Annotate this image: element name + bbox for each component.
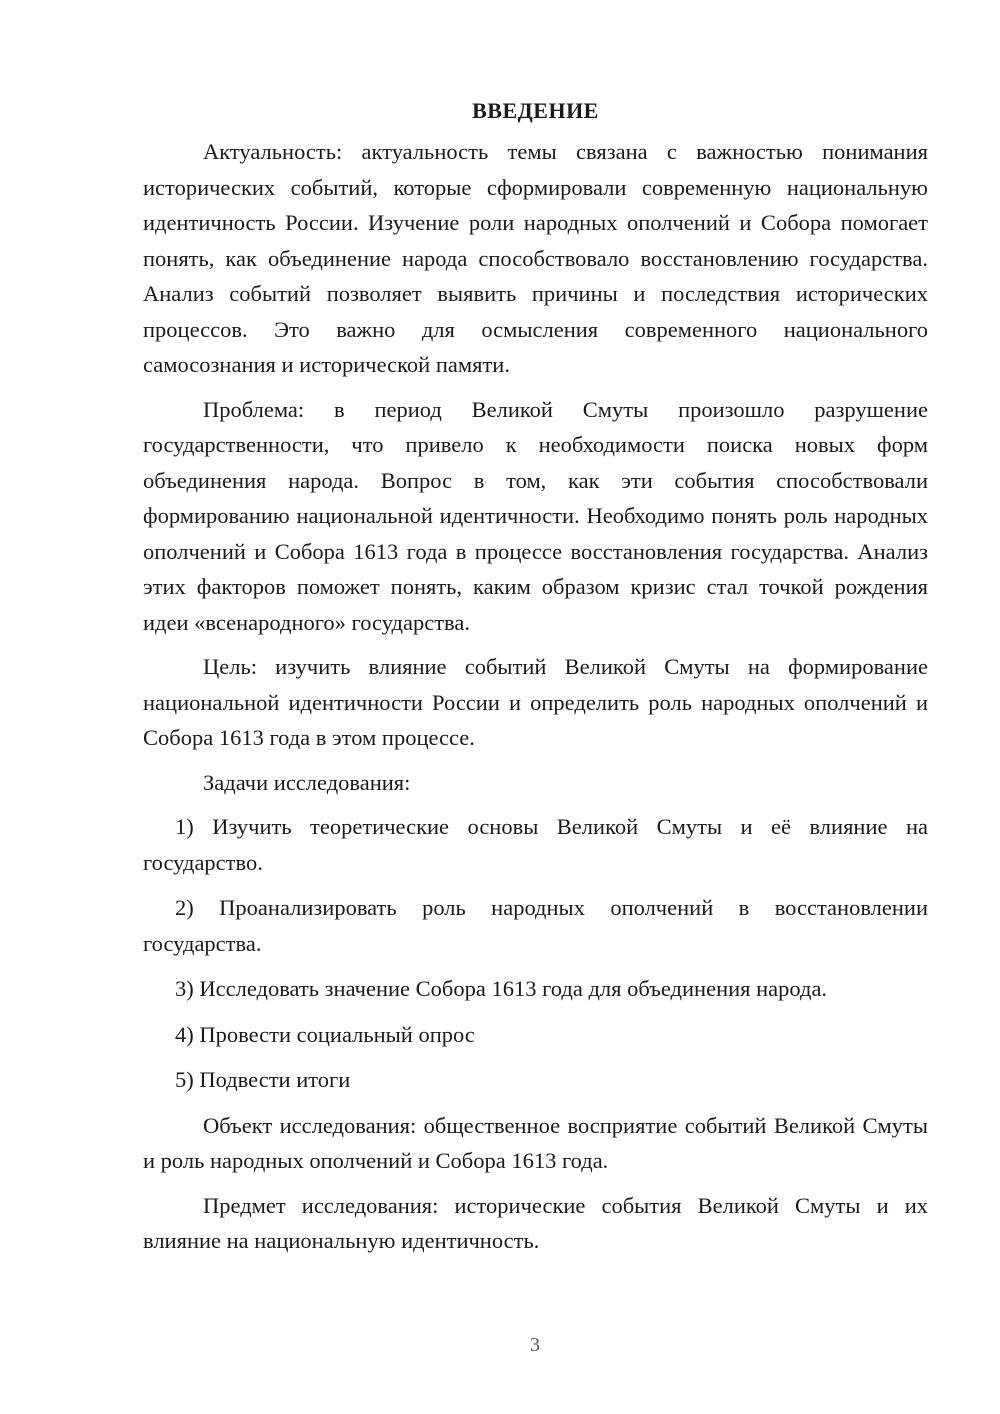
task-item: 5) Подвести итоги <box>175 1067 351 1092</box>
paragraph-problem: Проблема: в период Великой Смуты произошло разрушение государственности, что привело к необходимости поиска новых форм объединения народа. Вопрос в том, как эти события способствовали формированию национальной идентичности. Необходимо понять роль народных ополчений и Собора 1613 года в процессе восстановления государства. Анализ этих факторов поможет понять, каким образом кризис стал точкой рождения идеи «всенародного» государства. <box>143 396 928 635</box>
task-item: 4) Провести социальный опрос <box>175 1021 475 1047</box>
paragraph-object: Объект исследования: общественное восприятие событий Великой Смуты и роль народных ополчений и Собора 1613 года. <box>143 1112 928 1173</box>
document-page <box>143 96 928 1259</box>
paragraph-relevance: Актуальность: актуальность темы связана с важностью понимания исторических событий, которые сформировали современную национальную идентичность России. Изучение роли народных ополчений и Собора помогает понять, как объединение народа способствовало восстановлению государства. Анализ событий позволяет выявить причины и последствия исторических процессов. Это важно для осмысления современного национального самосознания и исторической памяти. <box>143 139 928 377</box>
tasks-heading: Задачи исследования: <box>203 769 411 795</box>
task-item: 2) Проанализировать роль народных ополчений в восстановлении государства. <box>143 895 928 956</box>
task-item: 3) Исследовать значение Собора 1613 года для объединения народа. <box>175 976 828 1001</box>
page-number: 3 <box>530 1334 540 1356</box>
paragraph-subject: Предмет исследования: исторические события Великой Смуты и их влияние на национальную идентичность. <box>143 1192 928 1253</box>
task-item: 1) Изучить теоретические основы Великой Смуты и её влияние на государство. <box>143 814 928 875</box>
section-title: ВВЕДЕНИЕ <box>472 98 599 123</box>
tasks-list <box>143 809 928 1098</box>
paragraph-goal: Цель: изучить влияние событий Великой Смуты на формирование национальной идентичности России и определить роль народных ополчений и Собора 1613 года в этом процессе. <box>143 654 928 750</box>
